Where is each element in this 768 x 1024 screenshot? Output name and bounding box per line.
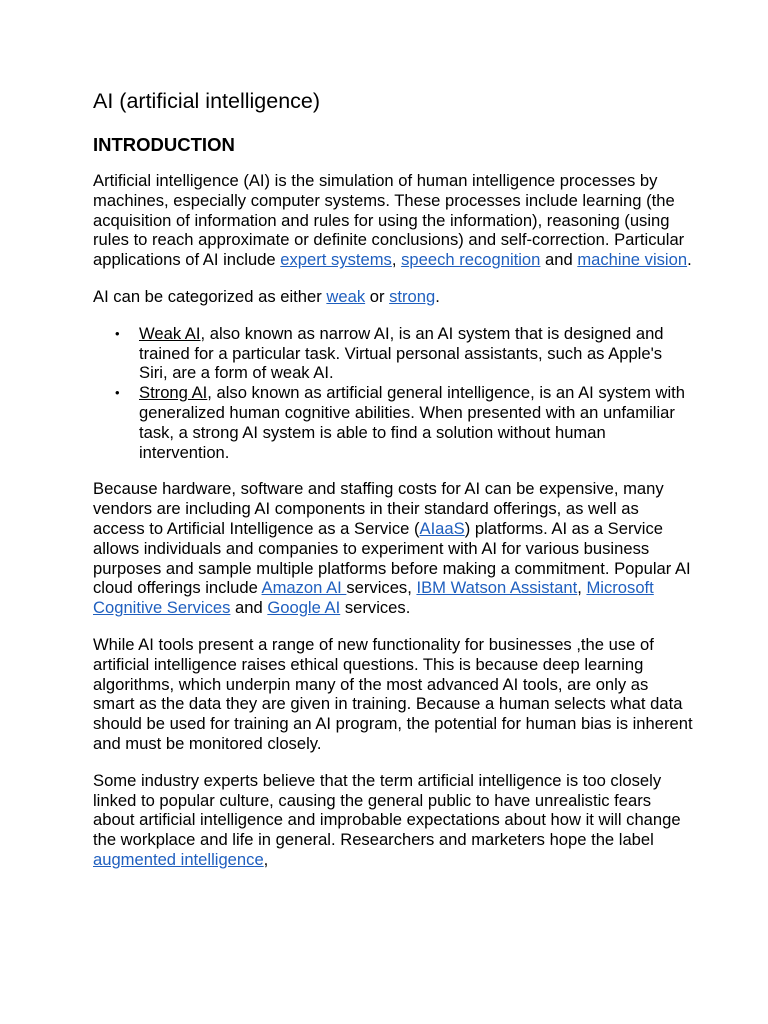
term-weak-ai: Weak AI [139, 323, 201, 343]
link-augmented-intelligence[interactable]: augmented intelligence [93, 849, 264, 869]
intro-sep: , [391, 250, 402, 270]
categorized-text: AI can be categorized as either [93, 286, 327, 306]
term-strong-ai: Strong AI [139, 383, 208, 403]
intro-sep: and [540, 250, 578, 270]
section-heading: INTRODUCTION [93, 134, 235, 155]
costs-text: services, [346, 578, 417, 598]
link-ibm-watson-assistant[interactable]: IBM Watson Assistant [416, 578, 578, 598]
link-microsoft-cognitive-services[interactable]: Microsoft Cognitive Services [93, 578, 654, 618]
costs-text: Because hardware, software and staffing costs for AI can be expensive, many vendors are including AI components in their standard offerings, as well as access to Artificial Intelligence as a Service ( [93, 479, 664, 538]
list-item-text: , also known as artificial general intelligence, is an AI system with generalized human cognitive abilities. When presented with an unfamiliar task, a strong AI system is able to find a solution without human intervention. [139, 383, 686, 462]
list-item [115, 383, 693, 462]
costs-text: services. [340, 598, 411, 618]
ai-types-list [93, 324, 693, 463]
link-strong[interactable]: strong [389, 286, 436, 306]
costs-text: ) platforms. AI as a Service allows individuals and companies to experiment with AI for various business purposes and sample multiple platforms before making a commitment. Popular AI cloud offerings include [93, 518, 691, 598]
intro-end: . [687, 250, 692, 270]
intro-paragraph [93, 171, 693, 270]
link-speech-recognition[interactable]: speech recognition [401, 250, 541, 270]
culture-paragraph [93, 771, 693, 870]
ethics-paragraph: While AI tools present a range of new functionality for businesses ,the use of artificial intelligence raises ethical questions. This is because deep learning algorithms, which underpin many of the most advanced AI tools, are only as smart as the data they are given in training. Because a human selects what data should be used for training an AI program, the potential for human bias is inherent and must be monitored closely. [93, 634, 693, 753]
intro-text: Artificial intelligence (AI) is the simulation of human intelligence processes by machines, especially computer systems. These processes include learning (the acquisition of information and rules for using the information), reasoning (using rules to reach approximate or definite conclusions) and self-correction. Particular applications of AI include [93, 171, 685, 270]
bullet-icon: • [115, 385, 120, 401]
list-item-text: , also known as narrow AI, is an AI system that is designed and trained for a particular task. Virtual personal assistants, such as Apple's Siri, are a form of weak AI. [139, 323, 664, 383]
culture-text: Some industry experts believe that the term artificial intelligence is too closely linked to popular culture, causing the general public to have unrealistic fears about artificial intelligence and improbable expectations about how it will change the workplace and life in general. Researchers and marketers hope the label [93, 770, 681, 850]
link-google-ai[interactable]: Google AI [267, 598, 341, 618]
link-amazon-ai[interactable]: Amazon AI [261, 578, 347, 598]
costs-text: and [230, 598, 268, 618]
list-item [115, 323, 693, 383]
costs-text: , [577, 578, 587, 598]
bullet-icon: • [115, 325, 120, 341]
link-weak[interactable]: weak [326, 286, 366, 306]
link-aiaas[interactable]: AIaaS [419, 518, 465, 538]
categorized-sep: or [365, 286, 390, 306]
costs-paragraph [93, 479, 693, 618]
page-title: AI (artificial intelligence) [93, 89, 321, 113]
link-machine-vision[interactable]: machine vision [577, 250, 688, 270]
document-body [93, 84, 693, 870]
culture-end: , [263, 849, 269, 869]
categorized-paragraph [93, 287, 693, 307]
link-expert-systems[interactable]: expert systems [280, 250, 392, 270]
categorized-end: . [435, 286, 440, 306]
